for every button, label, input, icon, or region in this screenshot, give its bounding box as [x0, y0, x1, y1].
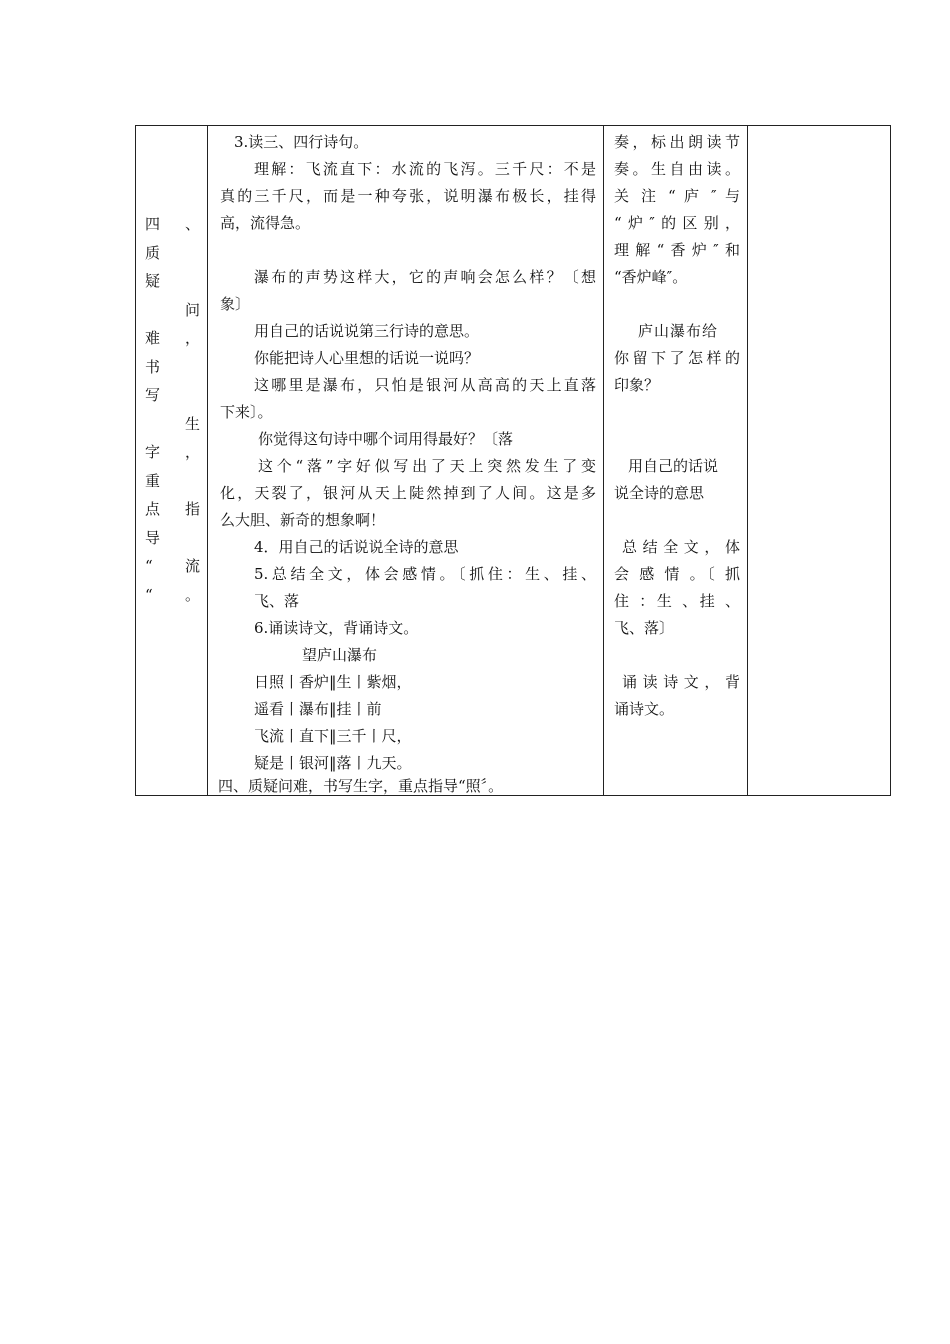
stage-label: [145, 210, 201, 609]
poem-line: 疑是丨银河‖落丨九天。: [254, 754, 412, 772]
student-line: 说全诗的意思: [614, 484, 705, 502]
content-line: 象〕: [220, 295, 251, 313]
poem-line: 飞流丨直下‖三千丨尺，: [254, 727, 412, 745]
student-line: 奏。生自由读。: [614, 160, 740, 178]
content-line: 你觉得这句诗中哪个词用得最好？〔落: [258, 430, 514, 448]
student-line: “炉″的区别，: [614, 214, 740, 232]
student-line: 理解“香炉″和: [614, 241, 740, 259]
student-line: 住 ：生 、挂 、: [614, 592, 740, 610]
stage-label-line: “。: [145, 585, 201, 604]
stage-label-line: 字 ， 重: [145, 443, 201, 490]
poem-line: 日照丨香炉‖生丨紫烟，: [254, 673, 412, 691]
content-line: 6.诵读诗文，背诵诗文。: [254, 619, 419, 637]
content-line: 5.总结全文，体会感情。〔抓住：生、挂、: [254, 565, 596, 583]
stage-label-line: 点 指 导: [145, 500, 201, 547]
poem-title: 望庐山瀑布: [302, 646, 378, 664]
content-line: 你能把诗人心里想的话说一说吗？: [254, 349, 480, 367]
teaching-content-column: [208, 126, 604, 795]
content-line: 高，流得急。: [220, 214, 311, 232]
content-line: 用自己的话说说第三行诗的意思。: [254, 322, 480, 340]
poem-line: 遥看丨瀑布‖挂丨前: [254, 700, 382, 718]
footer-line: 四、质疑问难，书写生字，重点指导“照〞。: [218, 777, 504, 795]
stage-label-line: “ 流: [145, 557, 201, 575]
student-line: 诵诗文。: [614, 700, 675, 718]
content-line: 飞、落: [254, 592, 300, 610]
student-line: 庐山瀑布给: [638, 322, 719, 340]
content-line: 真的三千尺，而是一种夸张，说明瀑布极长，挂得: [220, 187, 596, 205]
student-activity-column: [604, 126, 748, 795]
student-line: 关 注 “ 庐 ″ 与: [614, 187, 740, 205]
stage-column: [136, 126, 208, 795]
student-line: 奏，标出朗读节: [614, 133, 740, 151]
student-line: “香炉峰″。: [614, 268, 688, 286]
student-line: 用自己的话说: [628, 457, 719, 475]
stage-label-line: 难 ， 书: [145, 329, 201, 376]
student-line: 诵读诗文，背: [622, 673, 740, 691]
student-line: 总结全文，体: [622, 538, 740, 556]
content-line: 化，天裂了，银河从天上陡然掉到了人间。这是多: [220, 484, 596, 502]
content-line: 理解：飞流直下：水流的飞泻。三千尺：不是: [254, 160, 596, 178]
stage-label-line: 疑 问: [145, 272, 201, 319]
student-line: 会 感 情 。〔 抓: [614, 565, 740, 583]
stage-label-line: 四 、 质: [145, 215, 201, 262]
lesson-plan-table: [135, 125, 891, 796]
content-line: 么大胆、新奇的想象啊！: [220, 511, 386, 529]
student-line: 飞、落〕: [614, 619, 675, 637]
stage-label-line: 写 生: [145, 386, 201, 433]
content-line: 这个“落”字好似写出了天上突然发生了变: [258, 457, 596, 475]
content-line: 3.读三、四行诗句。: [234, 133, 369, 151]
content-line: 瀑布的声势这样大，它的声响会怎么样？〔想: [254, 268, 596, 286]
content-line: 下来〕。: [220, 403, 273, 421]
notes-column: [748, 126, 890, 795]
content-line: 4．用自己的话说说全诗的意思: [254, 538, 459, 556]
content-line: 这哪里是瀑布，只怕是银河从高高的天上直落: [254, 376, 596, 394]
student-line: 你留下了怎样的: [614, 349, 740, 367]
student-line: 印象？: [614, 376, 660, 394]
